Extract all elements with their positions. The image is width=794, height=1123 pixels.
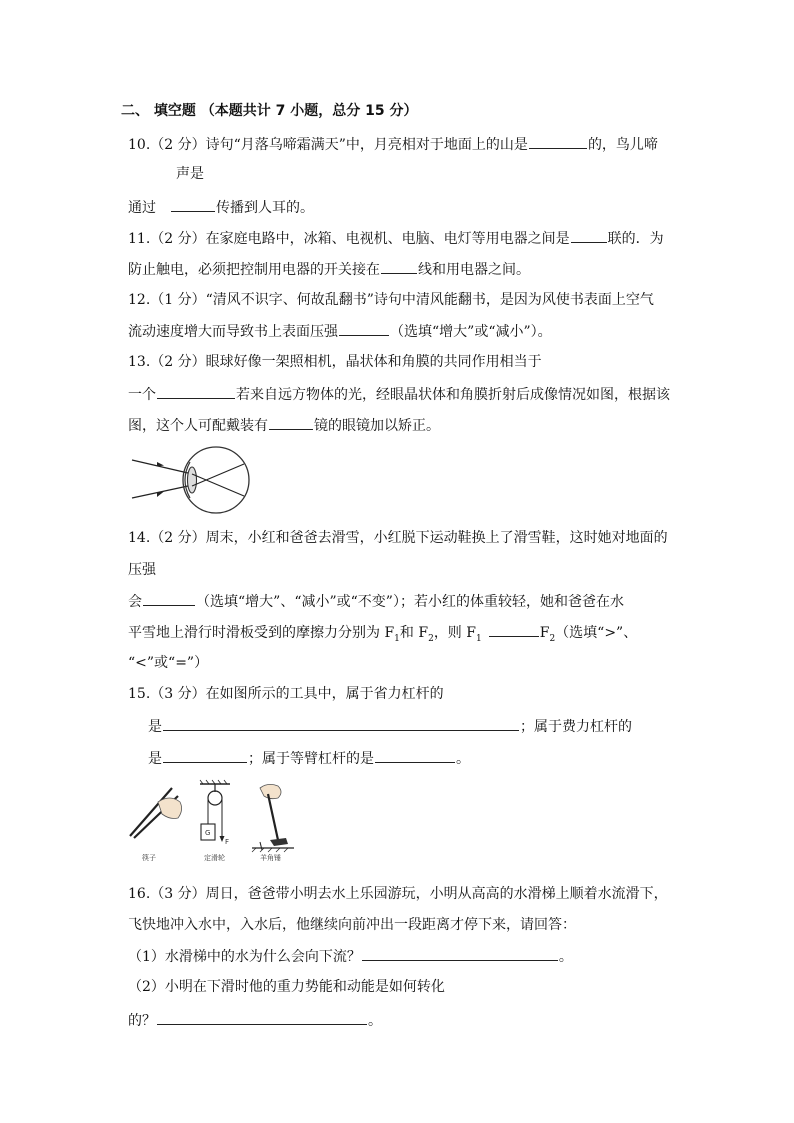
light-ray-lower <box>132 486 188 498</box>
q14-line3 <box>128 591 624 612</box>
q14-text-f: F <box>539 625 550 641</box>
q13-line1: 13.（2 分）眼球好像一架照相机，晶状体和角膜的共同作用相当于 <box>128 354 542 370</box>
nail <box>260 842 262 850</box>
q16-text-a: （1）水滑梯中的水为什么会向下流？ <box>128 949 361 965</box>
q14-line4 <box>128 622 637 649</box>
lens <box>188 467 197 493</box>
q15-blank-2[interactable] <box>163 748 247 763</box>
hammer-handle <box>268 794 278 840</box>
ray-arrow-upper <box>157 462 164 467</box>
chopsticks-label: 筷子 <box>142 854 156 862</box>
q15-text-b: ；属于费力杠杆的 <box>520 719 632 735</box>
q10-text-a: 10.（2 分）诗句“月落乌啼霜满天”中，月亮相对于地面上的山是 <box>128 137 528 153</box>
q15-text-d: ；属于等臂杠杆的是 <box>248 751 374 767</box>
q16-line1: 16.（3 分）周日，爸爸带小明去水上乐园游玩，小明从高高的水滑梯上顺着水流滑下， <box>128 886 668 902</box>
q12-text-b: （选填“增大”或“减小”）。 <box>390 324 552 340</box>
force-arrow <box>220 836 225 842</box>
q13-line2 <box>128 384 670 405</box>
q11-blank-1[interactable] <box>571 228 607 243</box>
q13-blank-2[interactable] <box>269 415 313 430</box>
q13-blank-1[interactable] <box>157 384 235 399</box>
light-ray-upper <box>132 460 188 473</box>
q13-text-b: 若来自远方物体的光，经眼晶状体和角膜折射后成像情况如图，根据该 <box>236 387 670 403</box>
q11-text-d: 线和用电器之间。 <box>418 262 530 278</box>
q16-line5 <box>128 1010 382 1031</box>
q15-line2 <box>148 716 632 737</box>
hammer-label: 羊角锤 <box>260 854 281 862</box>
lever-tools-figure <box>128 780 298 866</box>
q10-text-b: 的，鸟儿啼 <box>587 137 658 153</box>
q10-blank-2[interactable] <box>171 197 215 212</box>
q14-text-d: 和 F <box>399 625 429 641</box>
q13-text-d: 镜的眼镜加以矫正。 <box>314 418 440 434</box>
hand-on-hammer <box>260 784 281 798</box>
q11-blank-2[interactable] <box>381 259 417 274</box>
chopsticks-illustration <box>130 788 182 862</box>
refracted-ray-2 <box>192 464 244 486</box>
q14-blank-2[interactable] <box>489 622 539 637</box>
q14-text-a: 会 <box>128 594 142 610</box>
q13-text-a: 一个 <box>128 387 156 403</box>
claw-hammer-illustration <box>252 784 294 862</box>
hand-shape <box>158 798 182 819</box>
q16-line2: 飞快地冲入水中，入水后，他继续向前冲出一段距离才停下来，请回答： <box>128 917 576 933</box>
q10-line2: 声是 <box>176 166 204 182</box>
q12-blank-1[interactable] <box>339 321 389 336</box>
section-title: 二、 填空题 （本题共计 7 小题，总分 15 分） <box>121 103 418 119</box>
q14-sub-1: 1 <box>394 633 400 644</box>
q11-text-b: 联的．为 <box>607 231 664 247</box>
q10-text-c: 通过 <box>128 200 156 216</box>
q11-line1 <box>128 228 664 249</box>
refracted-ray-1 <box>192 474 244 496</box>
q14-text-b: （选填“增大”、“减小”或“不变”）；若小红的体重较轻，她和爸爸在水 <box>196 594 624 610</box>
pulley-wheel <box>208 791 222 805</box>
q13-text-c: 图，这个人可配戴装有 <box>128 418 268 434</box>
pulley-label: 定滑轮 <box>204 854 225 862</box>
q14-sub-4: 2 <box>549 633 556 644</box>
q11-line2 <box>128 259 530 280</box>
q12-text-a: 流动速度增大而导致书上表面压强 <box>128 324 338 340</box>
q14-blank-1[interactable] <box>143 591 195 606</box>
q12-line1: 12.（1 分）“清风不识字、何故乱翻书”诗句中清风能翻书，是因为风使书表面上空气 <box>128 292 654 308</box>
q16-line4: （2）小明在下滑时他的重力势能和动能是如何转化 <box>128 979 445 995</box>
q11-text-c: 防止触电，必须把控制用电器的开关接在 <box>128 262 380 278</box>
q16-blank-2[interactable] <box>157 1010 367 1025</box>
q16-text-d: 。 <box>368 1013 382 1029</box>
q13-line3 <box>128 415 440 436</box>
q14-line2: 压强 <box>128 562 156 578</box>
q15-line1: 15.（3 分）在如图所示的工具中，属于省力杠杆的 <box>128 686 444 702</box>
hammer-head <box>270 838 288 846</box>
q15-text-a: 是 <box>148 719 162 735</box>
q14-sub-3: 1 <box>475 633 482 644</box>
q16-line3 <box>128 946 573 967</box>
q16-text-b: 。 <box>558 949 573 965</box>
q15-text-c: 是 <box>148 751 162 767</box>
fixed-pulley-illustration <box>200 780 230 862</box>
q10-blank-1[interactable] <box>529 134 587 149</box>
q10-text-d: 传播到人耳的。 <box>216 200 314 216</box>
q11-text-a: 11.（2 分）在家庭电路中，冰箱、电视机、电脑、电灯等用电器之间是 <box>128 231 570 247</box>
q15-text-e: 。 <box>456 751 470 767</box>
q10-line3 <box>128 197 314 218</box>
q15-blank-3[interactable] <box>375 748 455 763</box>
q14-text-g: （选填“>”、 <box>555 625 638 641</box>
q10-line1 <box>128 134 658 155</box>
q16-text-c: 的？ <box>128 1013 156 1029</box>
q14-sub-2: 2 <box>428 633 434 644</box>
q14-line5: “<”或“=”） <box>128 655 209 671</box>
weight-label-g: G <box>205 829 211 837</box>
q16-blank-1[interactable] <box>362 946 558 961</box>
q14-text-c: 平雪地上滑行时滑板受到的摩擦力分别为 F <box>128 625 395 641</box>
eye-diagram <box>130 446 258 518</box>
q14-text-e: ，则 F <box>433 625 476 641</box>
force-label-f: F <box>225 838 230 846</box>
q12-line2 <box>128 321 552 342</box>
q14-line1: 14.（2 分）周末，小红和爸爸去滑雪，小红脱下运动鞋换上了滑雪鞋，这时她对地面的 <box>128 530 668 546</box>
q15-blank-1[interactable] <box>163 716 519 731</box>
q15-line3 <box>148 748 470 769</box>
